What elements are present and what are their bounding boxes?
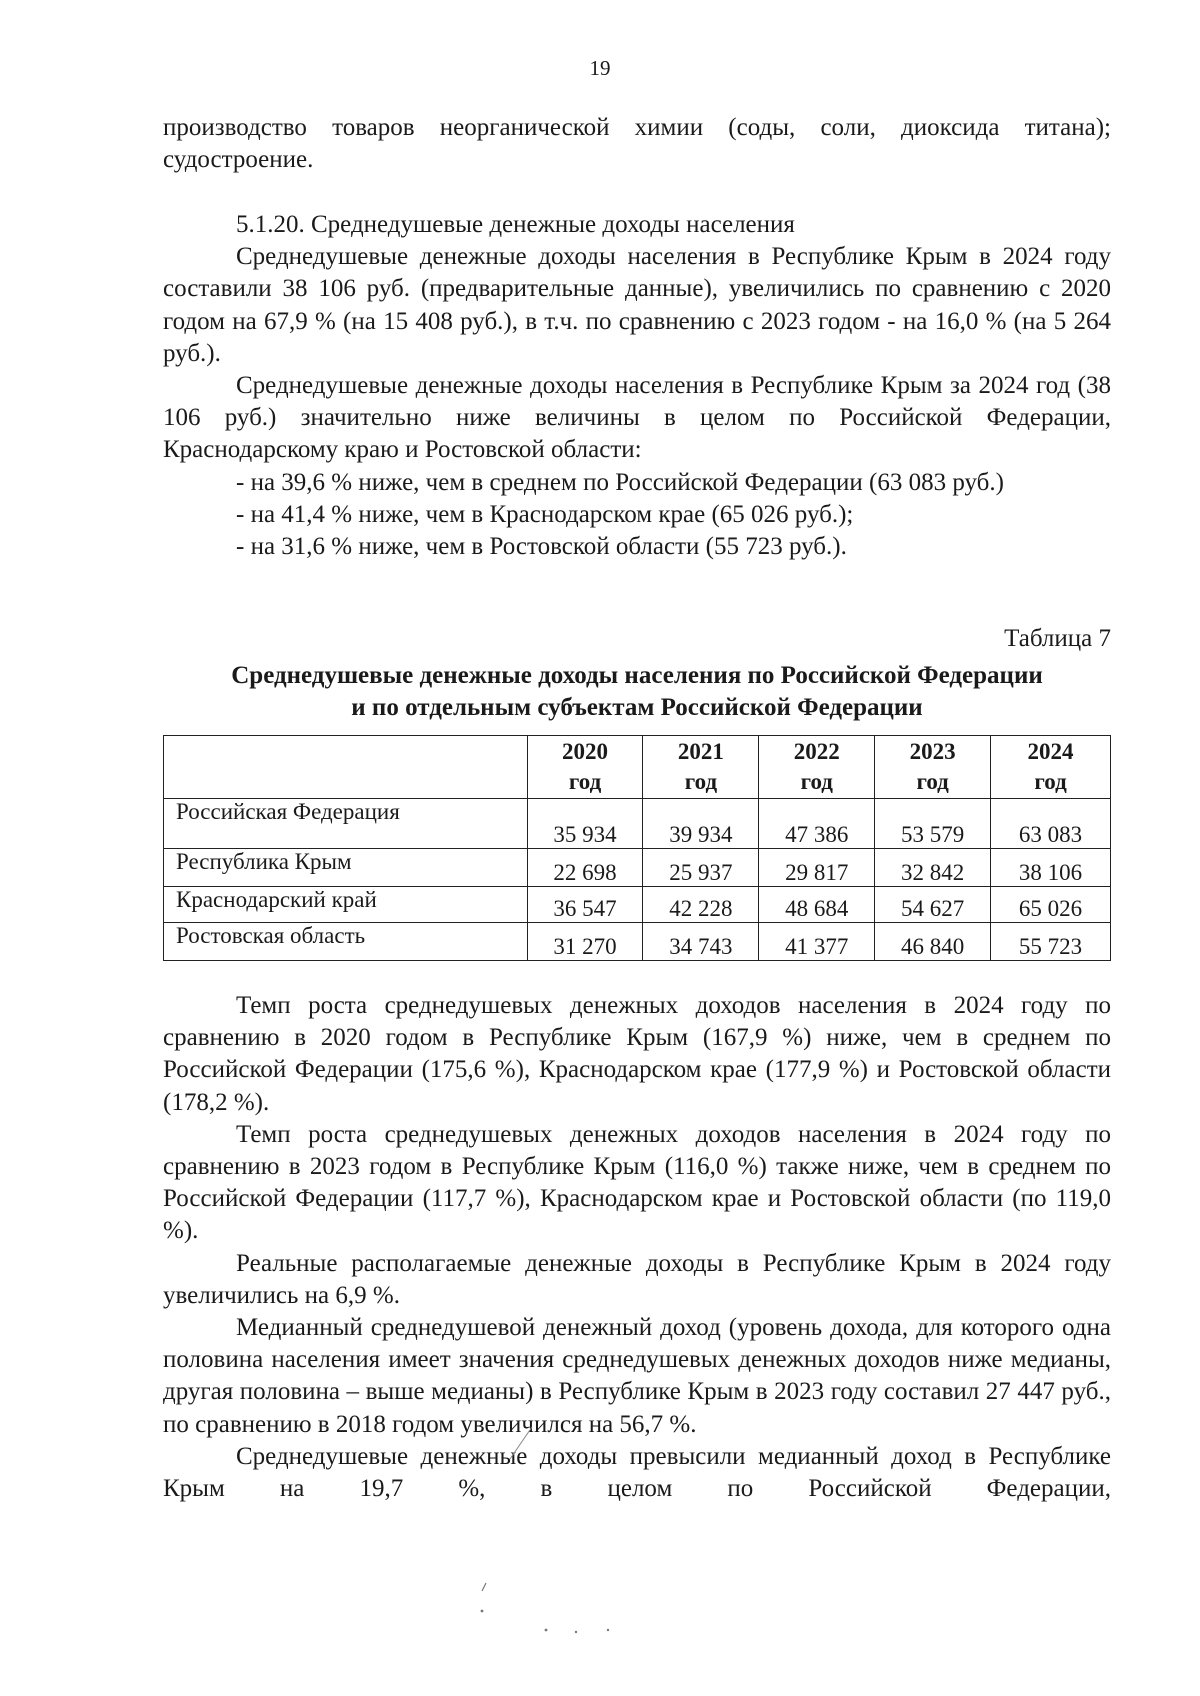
cell-value: 22 698 — [527, 849, 643, 887]
cell-value: 47 386 — [759, 799, 875, 849]
year-label: 2020 — [562, 739, 609, 764]
year-label: 2022 — [793, 739, 840, 764]
page-number: 19 — [589, 56, 611, 80]
bullet-rf: - на 39,6 % ниже, чем в среднем по Российской Федерации (63 083 руб.) — [236, 468, 1004, 496]
paragraph-1: Среднедушевые денежные доходы населения в Республике Крым в 2024 году составили 38 106 руб. (предварительные данные), увеличились по сравнению с 2020 годом на 67,9 % (на 15 408 руб.), в т.ч. по сравнению с 2023 годом - на 16,0 % (на 5 264 руб.). — [163, 243, 1111, 367]
cell-value: 53 579 — [875, 799, 991, 849]
cell-value: 46 840 — [875, 923, 991, 961]
paragraph-2: Среднедушевые денежные доходы населения в Республике Крым за 2024 год (38 106 руб.) значительно ниже величины в целом по Российской Федерации, Краснодарскому краю и Ростовской области: — [163, 372, 1111, 464]
section-5-1-20 — [163, 209, 1111, 563]
pen-dot — [575, 1631, 577, 1633]
cell-value: 36 547 — [527, 887, 643, 923]
table-caption: Таблица 7 — [1004, 625, 1111, 652]
section-title: 5.1.20. Среднедушевые денежные доходы населения — [236, 211, 795, 238]
bullet-rostov: - на 31,6 % ниже, чем в Ростовской области (55 723 руб.). — [236, 533, 847, 561]
table-title — [163, 660, 1111, 724]
year-label: 2024 — [1027, 739, 1074, 764]
cell-value: 25 937 — [643, 849, 759, 887]
table-row-krasnodar — [164, 887, 1111, 923]
paragraph-3: Темп роста среднедушевых денежных доходов населения в 2024 году по сравнению в 2020 годом в Республике Крым (167,9 %) ниже, чем в среднем по Российской Федерации (175,6 %), Краснодарском крае (177,9 %) и Ростовской области (178,2 %). — [163, 992, 1111, 1116]
header-year-2022 — [759, 736, 875, 799]
cell-value: 42 228 — [643, 887, 759, 923]
cell-value: 41 377 — [759, 923, 875, 961]
table-row-russia — [164, 799, 1111, 849]
header-year-2020 — [527, 736, 643, 799]
header-year-2024 — [991, 736, 1111, 799]
bullet-krasnodar: - на 41,4 % ниже, чем в Краснодарском крае (65 026 руб.); — [236, 500, 854, 528]
intro-line-1: производство товаров неорганической химии (соды, соли, диоксида титана); — [163, 114, 1111, 141]
cell-value: 31 270 — [527, 923, 643, 961]
table-title-line-1: Среднедушевые денежные доходы населения по Российской Федерации — [231, 662, 1043, 689]
cell-value: 32 842 — [875, 849, 991, 887]
year-unit-label: год — [916, 769, 949, 794]
paragraph-6: Медианный среднедушевой денежный доход (уровень дохода, для которого одна половина населения имеет значения среднедушевых денежных доходов ниже медианы, другая половина – выше медианы) в Республике Крым в 2023 году составил 27 447 руб., по сравнению в 2018 годом увеличился на 56,7 %. — [163, 1314, 1111, 1438]
row-name: Республика Крым — [164, 849, 528, 887]
year-unit-label: год — [568, 769, 602, 794]
table-title-line-2: и по отдельным субъектам Российской Федерации — [351, 694, 923, 721]
year-unit-label: год — [800, 769, 833, 794]
pen-stroke — [482, 1583, 486, 1591]
header-empty-cell — [164, 736, 528, 799]
header-year-2023 — [875, 736, 991, 799]
paragraph-5: Реальные располагаемые денежные доходы в Республике Крым в 2024 году увеличились на 6,9 %. — [163, 1249, 1111, 1309]
cell-value: 29 817 — [759, 849, 875, 887]
cell-value: 38 106 — [991, 849, 1111, 887]
cell-value: 65 026 — [991, 887, 1111, 923]
cell-value: 34 743 — [643, 923, 759, 961]
pen-stroke — [510, 1427, 532, 1459]
year-unit-label: год — [1034, 769, 1067, 794]
cell-value: 54 627 — [875, 887, 991, 923]
cell-value: 63 083 — [991, 799, 1111, 849]
row-name: Российская Федерация — [164, 799, 528, 849]
table-header-row — [164, 736, 1111, 799]
year-label: 2023 — [909, 739, 956, 764]
paragraph-7: Среднедушевые денежные доходы превысили медианный доход в Республике Крым на 19,7 %, в целом по Российской Федерации, — [163, 1442, 1111, 1503]
row-name: Краснодарский край — [164, 887, 528, 923]
intro-text — [163, 112, 1111, 176]
cell-value: 35 934 — [527, 799, 643, 849]
cell-value: 48 684 — [759, 887, 875, 923]
row-name: Ростовская область — [164, 923, 528, 961]
cell-value: 39 934 — [643, 799, 759, 849]
header-year-2021 — [643, 736, 759, 799]
pen-dot — [481, 1610, 484, 1613]
cell-value: 55 723 — [991, 923, 1111, 961]
year-unit-label: год — [684, 769, 718, 794]
pen-dot — [545, 1629, 548, 1632]
year-label: 2021 — [677, 739, 724, 764]
table-row-rostov — [164, 923, 1111, 961]
table-row-crimea — [164, 849, 1111, 887]
scan-pen-marks — [480, 1425, 740, 1645]
paragraph-4: Темп роста среднедушевых денежных доходов населения в 2024 году по сравнению в 2023 годом в Республике Крым (116,0 %) также ниже, чем в среднем по Российской Федерации (117,7 %), Краснодарском крае и Ростовской области (по 119,0 %). — [163, 1120, 1111, 1245]
income-table — [163, 735, 1111, 961]
intro-line-2: судостроение. — [163, 146, 314, 174]
pen-dot — [607, 1629, 609, 1631]
